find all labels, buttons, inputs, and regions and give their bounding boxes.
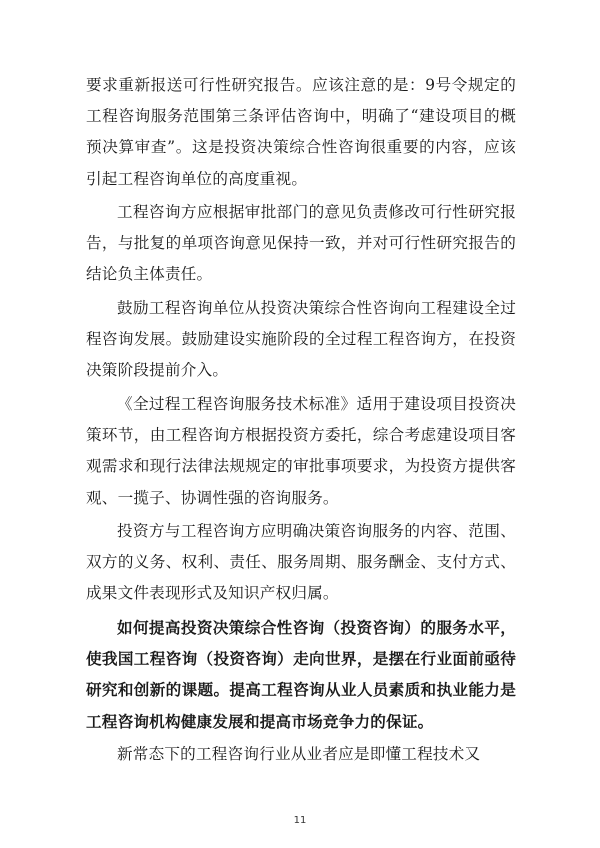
- paragraph-revision-responsibility: 工程咨询方应根据审批部门的意见负责修改可行性研究报告，与批复的单项咨询意见保持一致，并对可行性研究报告的结论负主体责任。: [86, 203, 516, 284]
- paragraph-contract-scope: 投资方与工程咨询方应明确决策咨询服务的内容、范围、双方的义务、权利、责任、服务周期、服务酬金、支付方式、成果文件表现形式及知识产权归属。: [86, 522, 516, 603]
- paragraph-continuation: 要求重新报送可行性研究报告。应该注意的是：9号令规定的工程咨询服务范围第三条评估咨询中，明确了“建设项目的概预决算审查”。这是投资决策综合性咨询很重要的内容，应该引起工程咨询单位的高度重视。: [86, 76, 516, 188]
- paragraph-service-level-bold: 如何提高投资决策综合性咨询（投资咨询）的服务水平，使我国工程咨询（投资咨询）走向世界，是摆在行业面前亟待研究和创新的课题。提高工程咨询从业人员素质和执业能力是工程咨询机构健康发展和提高市场竞争力的保证。: [86, 618, 516, 731]
- paragraph-encourage-whole-process: 鼓励工程咨询单位从投资决策综合性咨询向工程建设全过程咨询发展。鼓励建设实施阶段的全过程工程咨询方，在投资决策阶段提前介入。: [86, 299, 516, 380]
- page-number: 11: [293, 815, 307, 826]
- paragraph-new-normal: 新常态下的工程咨询行业从业者应是即懂工程技术又: [117, 745, 481, 763]
- paragraph-technical-standard: 《全过程工程咨询服务技术标准》适用于建设项目投资决策环节，由工程咨询方根据投资方委托，综合考虑建设项目客观需求和现行法律法规规定的审批事项要求，为投资方提供客观、一揽子、协调性强的咨询服务。: [86, 395, 516, 507]
